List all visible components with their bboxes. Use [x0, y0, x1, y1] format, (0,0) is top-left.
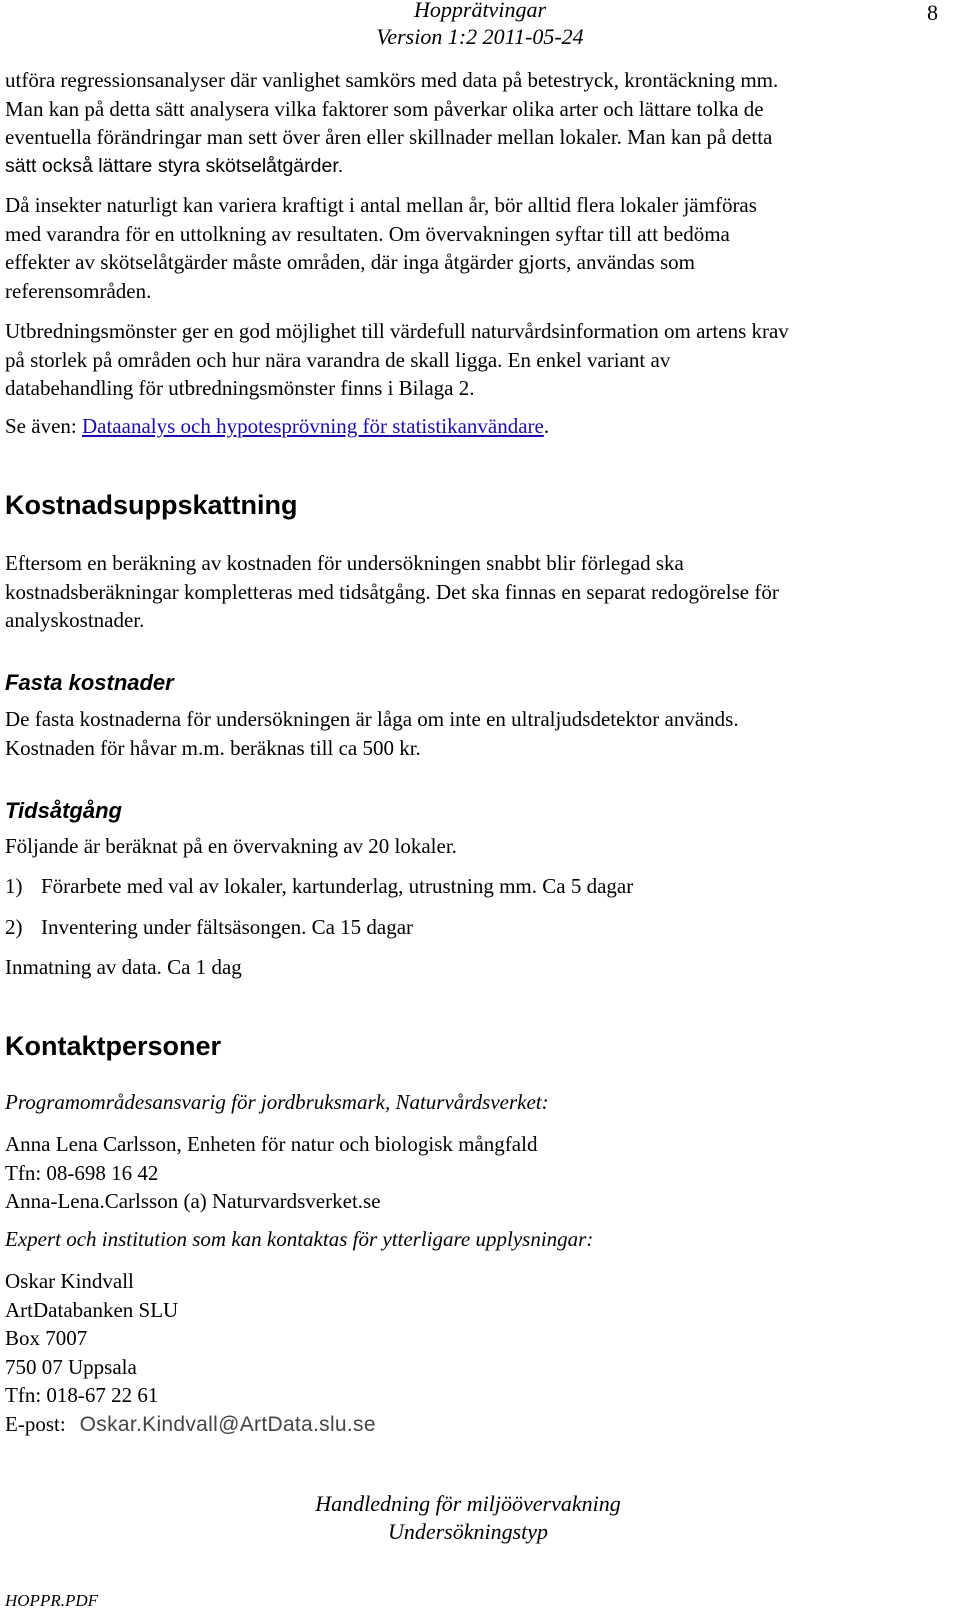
- tid-intro: Följande är beräknat på en övervakning av 20 lokaler.: [5, 834, 457, 858]
- contact-email-image: Oskar.Kindvall@ArtData.slu.se: [79, 1412, 376, 1436]
- text-line: databehandling för utbredningsmönster finns i Bilaga 2.: [5, 376, 475, 400]
- text-line: eventuella förändringar man sett över åren eller skillnader mellan lokaler. Man kan på detta: [5, 125, 773, 149]
- heading-kostnadsuppskattning: Kostnadsuppskattning: [5, 490, 298, 520]
- contact-org: ArtDatabanken SLU: [5, 1297, 179, 1322]
- list-number: 2): [5, 915, 23, 939]
- text-line: kostnadsberäkningar kompletteras med tidsåtgång. Det ska finnas en separat redogörelse för: [5, 579, 779, 604]
- tid-last: Inmatning av data. Ca 1 dag: [5, 955, 242, 979]
- page-number: 8: [927, 0, 938, 25]
- text-line: analyskostnader.: [5, 608, 145, 632]
- contact-2: [5, 1267, 940, 1439]
- footer-line-2: Undersökningstyp: [387, 1519, 549, 1544]
- text-line: Kostnaden för håvar m.m. beräknas till ca 500 kr.: [5, 735, 421, 760]
- running-header-title: Hopprätvingar: [414, 0, 546, 22]
- text-line: med varandra för en uttolkning av resultaten.: [5, 221, 384, 246]
- text-line: på storlek på områden och hur nära varandra de skall ligga. En enkel variant av: [5, 347, 671, 372]
- text-line: utföra regressionsanalyser där vanlighet samkörs med data på betestryck, krontäckning mm.: [5, 68, 779, 92]
- see-also-prefix: Se även:: [5, 414, 82, 438]
- contact-name: Anna Lena Carlsson, Enheten för natur och biologisk mångfald: [5, 1132, 538, 1156]
- contact-phone: Tfn: 018-67 22 61: [5, 1383, 159, 1407]
- contact-phone: Tfn: 08-698 16 42: [5, 1160, 159, 1185]
- contact-1: [5, 1130, 940, 1216]
- text-line: Om övervakningen syftar till att bedöma: [383, 221, 730, 246]
- contact-city: 750 07 Uppsala: [5, 1354, 137, 1379]
- list-item: [5, 874, 633, 899]
- heading-fasta-kostnader: Fasta kostnader: [5, 670, 174, 695]
- contact-name: Oskar Kindvall: [5, 1269, 134, 1293]
- paragraph-fasta: [5, 705, 940, 762]
- running-header-version: Version 1:2 2011-05-24: [376, 24, 584, 49]
- text-line: Man kan på detta sätt analysera vilka faktorer som påverkar olika arter och lättare tolka de: [5, 96, 764, 121]
- paragraph-insects: [5, 191, 940, 305]
- contact-email-label: E-post:: [5, 1411, 66, 1436]
- see-also: [5, 414, 549, 439]
- list-number: 1): [5, 874, 23, 898]
- text-line: Utbredningsmönster ger en god möjlighet till värdefull naturvårdsinformation om artens krav: [5, 319, 789, 343]
- text-line: Eftersom en beräkning av kostnaden för undersökningen snabbt blir förlegad ska: [5, 551, 684, 575]
- list-text: Förarbete med val av lokaler, kartunderlag, utrustning mm. Ca 5 dagar: [41, 874, 634, 898]
- text-line: De fasta kostnaderna för undersökningen är låga om inte en ultraljudsdetektor används.: [5, 707, 739, 731]
- contact-email: Anna-Lena.Carlsson (a) Naturvardsverket.se: [5, 1189, 381, 1213]
- text-line: referensområden.: [5, 278, 152, 303]
- text-line: effekter av skötselåtgärder måste områden, där inga åtgärder gjorts, användas som: [5, 250, 696, 274]
- heading-kontaktpersoner: Kontaktpersoner: [5, 1031, 222, 1061]
- contact-role-1: Programområdesansvarig för jordbruksmark, Naturvårdsverket:: [5, 1090, 549, 1114]
- see-also-suffix: .: [543, 414, 550, 438]
- contact-box: Box 7007: [5, 1326, 88, 1350]
- paragraph-distribution: [5, 317, 940, 403]
- see-also-link[interactable]: Dataanalys och hypotesprövning för statistikanvändare: [81, 414, 544, 438]
- heading-tidsatgang: Tidsåtgång: [5, 798, 122, 823]
- footer-line-1: Handledning för miljöövervakning: [315, 1491, 621, 1516]
- footer-filename: HOPPR.PDF: [5, 1591, 99, 1610]
- list-item: [5, 915, 413, 940]
- list-text: Inventering under fältsäsongen. Ca 15 dagar: [41, 915, 414, 939]
- paragraph-kostnad: [5, 549, 940, 635]
- text-line: sätt också lättare styra skötselåtgärder.: [5, 154, 344, 177]
- text-line: Då insekter naturligt kan variera kraftigt i antal mellan år, bör alltid flera lokaler jämföras: [5, 193, 757, 217]
- paragraph-regression: [5, 66, 940, 180]
- contact-role-2: Expert och institution som kan kontaktas för ytterligare upplysningar:: [5, 1227, 594, 1251]
